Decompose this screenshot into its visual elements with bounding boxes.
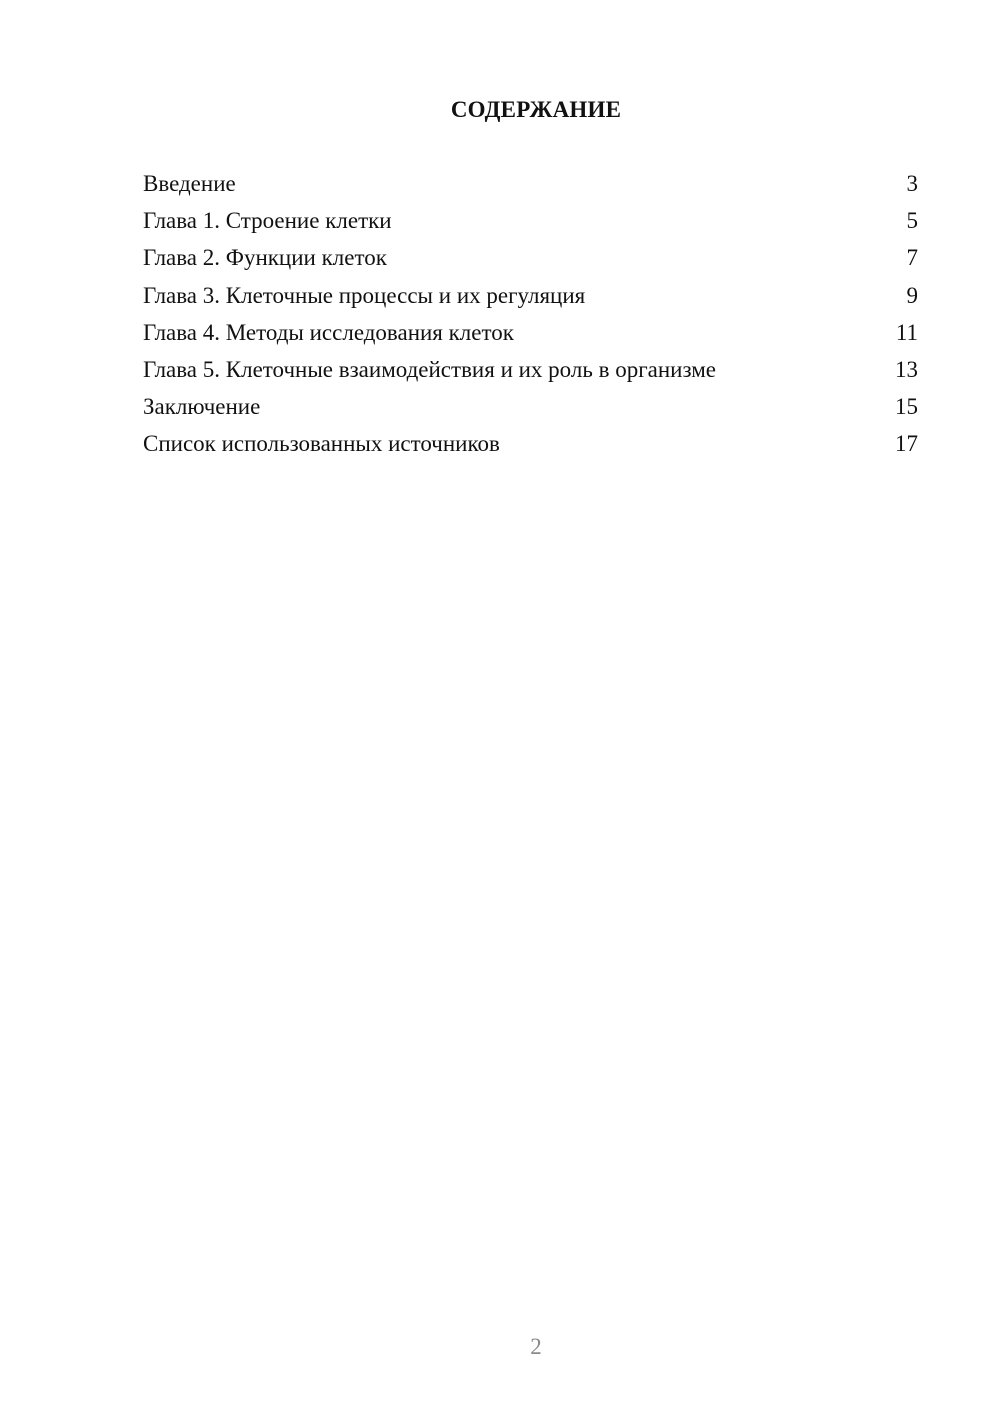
toc-entry-page: 5 (906, 208, 918, 234)
toc-entry-title: Список использованных источников (143, 431, 500, 457)
toc-entry-title: Глава 3. Клеточные процессы и их регуляция (143, 282, 586, 308)
toc-entry-title: Глава 4. Методы исследования клеток (143, 319, 514, 345)
toc-entry-page: 15 (895, 394, 918, 420)
toc-entry-title: Введение (143, 171, 236, 196)
toc-entry-chapter-3 (143, 280, 918, 317)
table-of-contents (143, 168, 918, 466)
toc-entry-title: Глава 5. Клеточные взаимодействия и их роль в организме (143, 356, 716, 382)
toc-entry-chapter-2 (143, 242, 918, 279)
toc-entry-chapter-5 (143, 354, 918, 391)
toc-entry-title: Заключение (143, 394, 261, 420)
toc-heading: СОДЕРЖАНИЕ (450, 97, 622, 122)
toc-entry-page: 13 (895, 356, 918, 382)
toc-entry-page: 17 (895, 431, 918, 457)
toc-entry-references (143, 428, 918, 465)
toc-entry-chapter-1 (143, 205, 918, 242)
toc-entry-introduction (143, 168, 918, 205)
toc-entry-page: 7 (906, 245, 918, 271)
toc-entry-page: 9 (906, 282, 918, 308)
toc-entry-page: 3 (906, 171, 918, 196)
toc-entry-title: Глава 1. Строение клетки (143, 208, 392, 234)
toc-entry-title: Глава 2. Функции клеток (143, 245, 387, 271)
toc-entry-chapter-4 (143, 317, 918, 354)
toc-entry-page: 11 (895, 319, 918, 345)
page-number: 2 (530, 1334, 542, 1359)
toc-entry-conclusion (143, 391, 918, 428)
